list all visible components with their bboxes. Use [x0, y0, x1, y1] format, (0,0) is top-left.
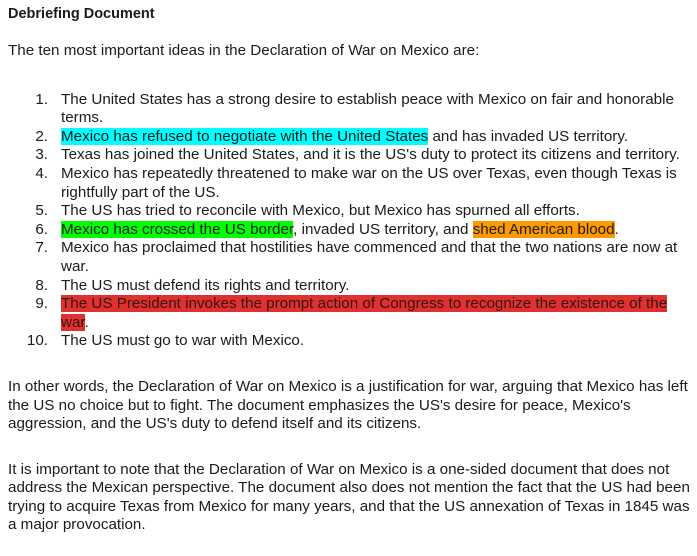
list-item-number: 1. [35, 90, 48, 108]
list-item [8, 128, 690, 147]
list-item-text: . [84, 313, 89, 331]
list-item [8, 202, 690, 221]
list-item [8, 295, 690, 332]
list-item-number: 2. [35, 127, 48, 145]
intro-text: The ten most important ideas in the Declaration of War on Mexico are: [8, 42, 480, 59]
highlighted-text-red: The US President invokes the prompt action of Congress to recognize the existence of the war [61, 295, 668, 331]
list-item-text: The US has tried to reconcile with Mexico, but Mexico has spurned all efforts. [61, 202, 580, 220]
highlighted-text-green: Mexico has crossed the US border [61, 220, 294, 238]
list-item-text: Mexico has repeatedly threatened to make war on the US over Texas, even though Texas is rightfully part of the US. [61, 164, 677, 201]
list-item-text: The US must defend its rights and territory. [61, 276, 350, 294]
list-item-text: The US must go to war with Mexico. [61, 332, 305, 350]
list-item [8, 221, 690, 240]
list-item-number: 4. [35, 164, 48, 182]
list-item [8, 146, 690, 165]
list-item-text: , invaded US territory, and [293, 220, 473, 238]
list-item-text: Texas has joined the United States, and it is the US's duty to protect its citizens and territory. [61, 146, 680, 164]
list-item-text: . [614, 220, 619, 238]
document-body [8, 0, 690, 535]
note-paragraph: It is important to note that the Declaration of War on Mexico is a one-sided document that does not address the Mexican perspective. The document also does not mention the fact that the US had been trying to acquire Texas from Mexico for many years, and that the US annexation of Texas in 1845 was a major provocation. [8, 460, 690, 534]
list-item-number: 3. [35, 146, 48, 164]
list-item-text: The United States has a strong desire to establish peace with Mexico on fair and honorable terms. [61, 90, 674, 127]
list-item-number: 10. [26, 332, 48, 350]
list-item-number: 6. [35, 220, 48, 238]
summary-paragraph: In other words, the Declaration of War on Mexico is a justification for war, arguing that Mexico has left the US no choice but to fight. The document emphasizes the US's desire for peace, Mexico's aggression, and the US's duty to defend itself and its citizens. [8, 377, 688, 433]
list-item-text: Mexico has proclaimed that hostilities have commenced and that the two nations are now at war. [61, 239, 678, 275]
list-item [8, 277, 690, 296]
list-item-number: 5. [35, 202, 48, 220]
document-title: Debriefing Document [8, 6, 155, 22]
highlighted-text-orange: shed American blood [472, 220, 615, 238]
highlighted-text-cyan: Mexico has refused to negotiate with the United States [61, 127, 429, 145]
list-item-number: 8. [35, 276, 48, 294]
list-item [8, 91, 690, 128]
list-item-number: 9. [35, 295, 48, 313]
list-item [8, 165, 690, 202]
list-item-text: and has invaded US territory. [428, 127, 629, 145]
list-item [8, 239, 690, 276]
list-item [8, 332, 690, 351]
ideas-list [8, 91, 690, 351]
list-item-number: 7. [35, 239, 48, 257]
